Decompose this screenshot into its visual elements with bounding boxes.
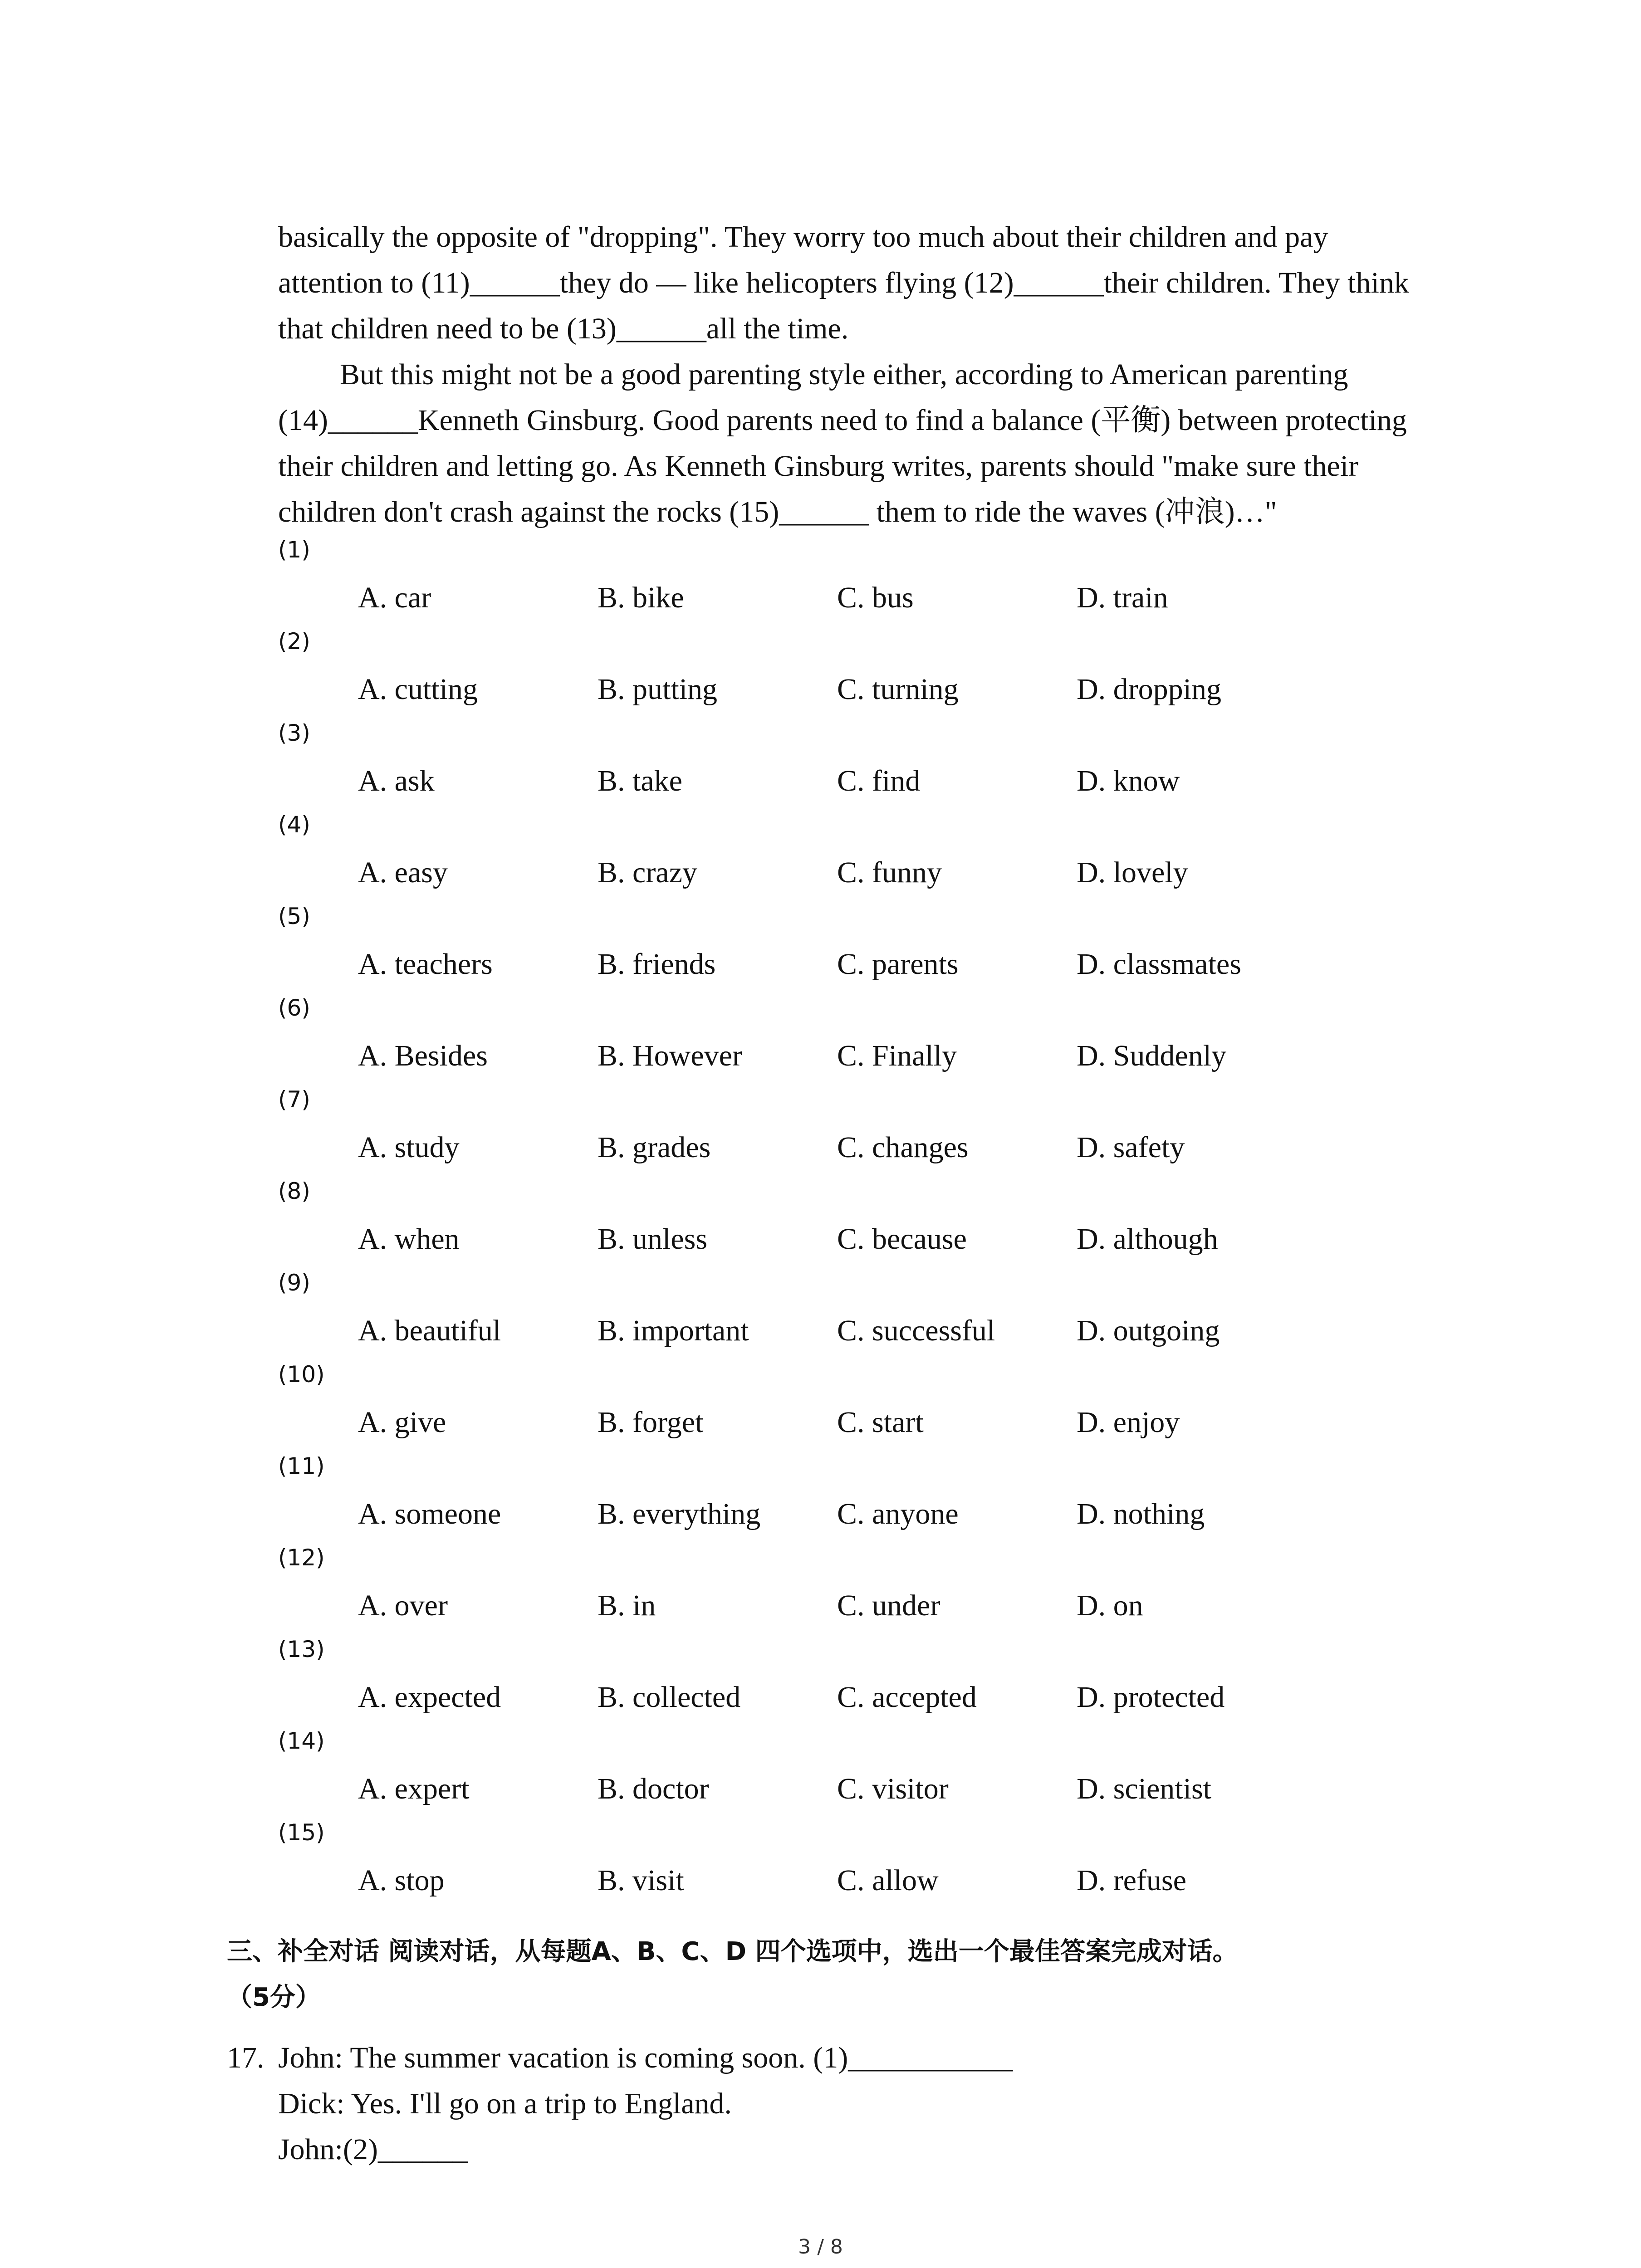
question-item bbox=[278, 1633, 1503, 1725]
question-number: (12) bbox=[278, 1545, 325, 1571]
option-a: A. someone bbox=[358, 1497, 501, 1530]
option-c: C. turning bbox=[837, 673, 959, 706]
option-c: C. under bbox=[837, 1589, 941, 1622]
option-b: B. friends bbox=[598, 948, 716, 981]
option-b: B. in bbox=[598, 1589, 656, 1622]
option-b: B. forget bbox=[598, 1406, 704, 1439]
option-c: C. because bbox=[837, 1222, 967, 1256]
question-number: (10) bbox=[278, 1361, 325, 1388]
option-c: C. start bbox=[837, 1406, 924, 1439]
option-d: D. outgoing bbox=[1077, 1314, 1220, 1347]
option-d: D. refuse bbox=[1077, 1864, 1186, 1897]
question-list bbox=[278, 533, 1503, 1908]
option-a: A. car bbox=[358, 581, 431, 614]
passage-line: (14)______Kenneth Ginsburg. Good parents need to find a balance (平衡) between protecting bbox=[278, 404, 1407, 437]
option-d: D. enjoy bbox=[1077, 1406, 1180, 1439]
option-d: D. train bbox=[1077, 581, 1168, 614]
option-a: A. beautiful bbox=[358, 1314, 501, 1347]
question-number: (6) bbox=[278, 995, 310, 1021]
question-item bbox=[278, 1725, 1503, 1816]
option-b: B. take bbox=[598, 764, 682, 797]
option-c: C. visitor bbox=[837, 1772, 949, 1805]
question-number: (1) bbox=[278, 537, 310, 563]
question-item bbox=[278, 1541, 1503, 1633]
page-number: 3 / 8 bbox=[798, 2235, 843, 2258]
option-d: D. Suddenly bbox=[1077, 1039, 1226, 1072]
question-item bbox=[278, 992, 1503, 1083]
question-item bbox=[278, 717, 1503, 808]
question-number: (8) bbox=[278, 1178, 310, 1204]
option-d: D. classmates bbox=[1077, 948, 1241, 981]
passage-line: children don't crash against the rocks (15)______ them to ride the waves (冲浪)…" bbox=[278, 495, 1277, 528]
option-d: D. on bbox=[1077, 1589, 1143, 1622]
question-number: (2) bbox=[278, 628, 310, 655]
question-item bbox=[278, 1816, 1503, 1908]
option-a: A. when bbox=[358, 1222, 460, 1256]
option-a: A. expected bbox=[358, 1681, 501, 1714]
dialogue-text: John:(2)______ bbox=[278, 2133, 468, 2166]
question-number: (11) bbox=[278, 1453, 325, 1479]
option-a: A. expert bbox=[358, 1772, 470, 1805]
dialogue-line bbox=[227, 2035, 1452, 2081]
question-number: (5) bbox=[278, 903, 310, 929]
question-item bbox=[278, 1083, 1503, 1175]
dialogue-text: Dick: Yes. I'll go on a trip to England. bbox=[278, 2087, 732, 2120]
section-heading-line: 三、补全对话 阅读对话，从每题A、B、C、D 四个选项中，选出一个最佳答案完成对话。 bbox=[227, 1937, 1238, 1966]
option-b: B. unless bbox=[598, 1222, 708, 1256]
option-c: C. successful bbox=[837, 1314, 995, 1347]
question-number: (4) bbox=[278, 811, 310, 838]
question-number: 17. bbox=[227, 2041, 265, 2074]
option-a: A. Besides bbox=[358, 1039, 488, 1072]
dialogue-line bbox=[227, 2126, 1452, 2172]
question-item bbox=[278, 900, 1503, 992]
option-c: C. anyone bbox=[837, 1497, 959, 1530]
option-a: A. give bbox=[358, 1406, 446, 1439]
option-b: B. bike bbox=[598, 581, 684, 614]
option-d: D. safety bbox=[1077, 1131, 1185, 1164]
option-a: A. ask bbox=[358, 764, 435, 797]
option-b: B. important bbox=[598, 1314, 749, 1347]
option-a: A. easy bbox=[358, 856, 448, 889]
question-item bbox=[278, 808, 1503, 900]
dialogue-question bbox=[227, 2035, 1452, 2172]
option-c: C. funny bbox=[837, 856, 942, 889]
question-number: (14) bbox=[278, 1728, 325, 1754]
question-item bbox=[278, 625, 1503, 717]
question-item bbox=[278, 1175, 1503, 1266]
option-c: C. find bbox=[837, 764, 921, 797]
option-d: D. although bbox=[1077, 1222, 1218, 1256]
reading-passage bbox=[278, 214, 1458, 535]
option-d: D. protected bbox=[1077, 1681, 1225, 1714]
option-d: D. know bbox=[1077, 764, 1180, 797]
passage-line: But this might not be a good parenting style either, according to American parenting bbox=[340, 358, 1348, 391]
option-b: B. visit bbox=[598, 1864, 684, 1897]
dialogue-line bbox=[227, 2081, 1452, 2126]
dialogue-text: John: The summer vacation is coming soon. (1)___________ bbox=[278, 2041, 1013, 2074]
question-number: (7) bbox=[278, 1086, 310, 1113]
option-b: B. putting bbox=[598, 673, 718, 706]
option-b: B. crazy bbox=[598, 856, 697, 889]
option-c: C. parents bbox=[837, 948, 959, 981]
option-a: A. over bbox=[358, 1589, 448, 1622]
option-b: B. doctor bbox=[598, 1772, 709, 1805]
option-d: D. dropping bbox=[1077, 673, 1221, 706]
option-b: B. However bbox=[598, 1039, 742, 1072]
option-a: A. teachers bbox=[358, 948, 493, 981]
passage-line: that children need to be (13)______all the time. bbox=[278, 312, 849, 345]
option-c: C. allow bbox=[837, 1864, 939, 1897]
option-a: A. stop bbox=[358, 1864, 445, 1897]
option-a: A. cutting bbox=[358, 673, 478, 706]
question-number: (15) bbox=[278, 1819, 325, 1846]
question-item bbox=[278, 1358, 1503, 1450]
question-number: (9) bbox=[278, 1270, 310, 1296]
option-b: B. grades bbox=[598, 1131, 711, 1164]
option-b: B. everything bbox=[598, 1497, 761, 1530]
option-c: C. accepted bbox=[837, 1681, 977, 1714]
passage-line: basically the opposite of "dropping". They worry too much about their children and pay bbox=[278, 220, 1328, 254]
option-b: B. collected bbox=[598, 1681, 741, 1714]
option-d: D. scientist bbox=[1077, 1772, 1211, 1805]
passage-line: their children and letting go. As Kenneth Ginsburg writes, parents should "make sure their bbox=[278, 450, 1359, 483]
question-item bbox=[278, 1266, 1503, 1358]
question-item bbox=[278, 1450, 1503, 1541]
option-d: D. lovely bbox=[1077, 856, 1188, 889]
option-c: C. bus bbox=[837, 581, 914, 614]
option-a: A. study bbox=[358, 1131, 460, 1164]
section-heading bbox=[227, 1929, 1452, 2020]
question-item bbox=[278, 533, 1503, 625]
question-number: (3) bbox=[278, 720, 310, 746]
passage-line: attention to (11)______they do — like helicopters flying (12)______their children. They think bbox=[278, 266, 1409, 299]
option-d: D. nothing bbox=[1077, 1497, 1205, 1530]
option-c: C. Finally bbox=[837, 1039, 957, 1072]
section-heading-score: （5分） bbox=[227, 1983, 321, 2012]
option-c: C. changes bbox=[837, 1131, 969, 1164]
question-number: (13) bbox=[278, 1636, 325, 1662]
